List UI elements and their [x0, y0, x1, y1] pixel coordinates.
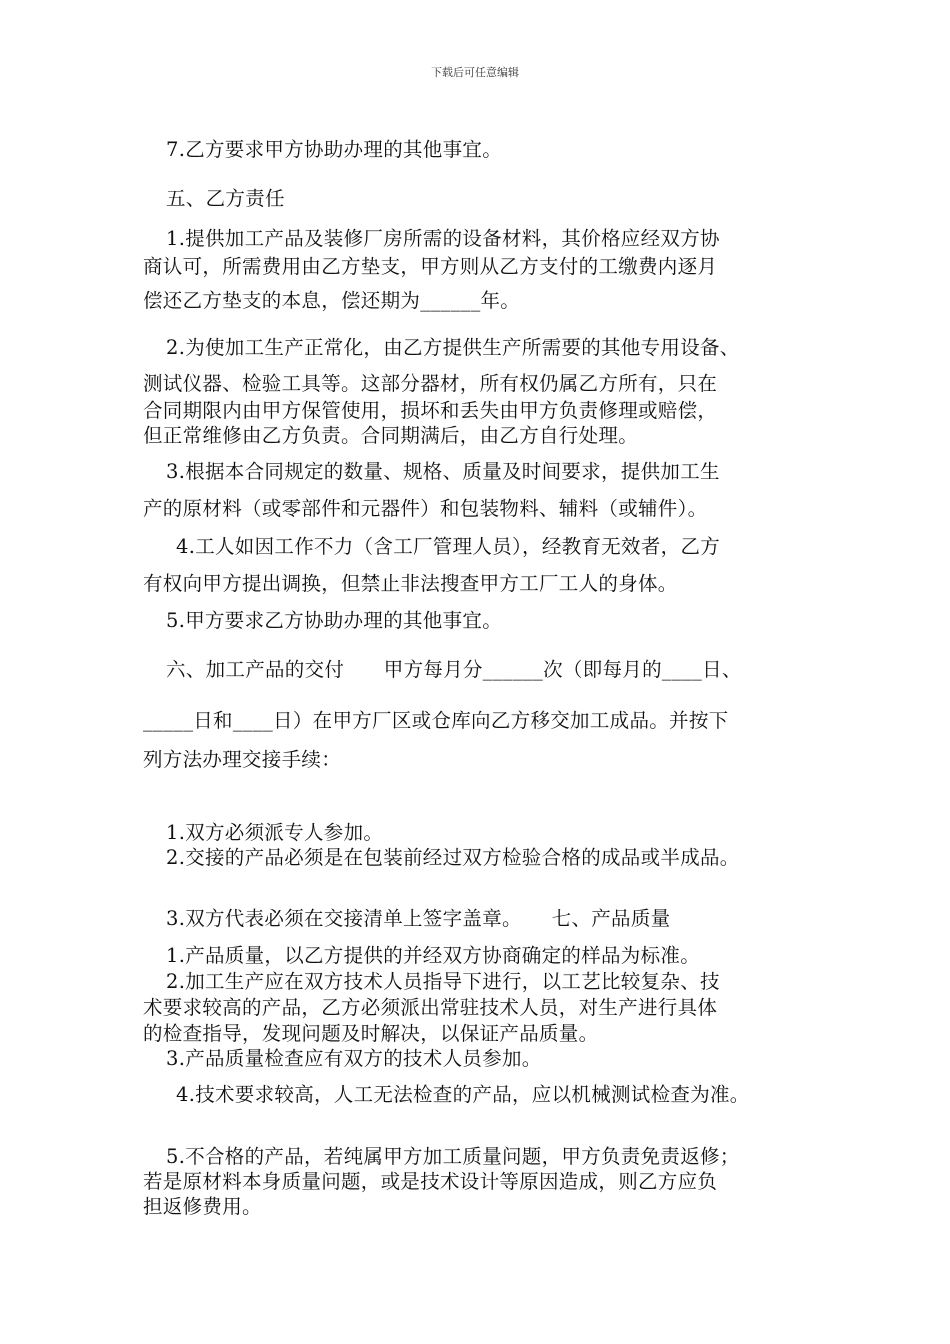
clause-7-5-line-3: 担返修费用。: [143, 1195, 262, 1218]
clause-7-2-line-1: 2.加工生产应在双方技术人员指导下进行，以工艺比较复杂、技: [166, 970, 720, 993]
clause-7-5-line-2: 若是原材料本身质量问题，或是技术设计等原因造成，则乙方应负: [143, 1170, 718, 1193]
clause-5-2-line-2: 测试仪器、检验工具等。这部分器材，所有权仍属乙方所有，只在: [143, 372, 718, 395]
clause-6-3-and-section-7-heading: 3.双方代表必须在交接清单上签字盖章。 七、产品质量: [166, 907, 671, 930]
clause-5-2-line-1: 2.为使加工生产正常化，由乙方提供生产所需要的其他专用设备、: [166, 336, 740, 359]
page-header: 下载后可任意编辑: [431, 66, 519, 79]
clause-5-5: 5.甲方要求乙方协助办理的其他事宜。: [166, 609, 503, 632]
clause-5-2-line-3: 合同期限内由甲方保管使用，损坏和丢失由甲方负责修理或赔偿，: [143, 399, 718, 422]
clause-5-1-line-3: 偿还乙方垫支的本息，偿还期为______年。: [143, 289, 521, 312]
clause-5-1-line-2: 商认可，所需费用由乙方垫支，甲方则从乙方支付的工缴费内逐月: [143, 255, 718, 278]
clause-5-1-line-1: 1.提供加工产品及装修厂房所需的设备材料，其价格应经双方协: [166, 227, 720, 250]
clause-7-4: 4.技术要求较高，人工无法检查的产品，应以机械测试检查为准。: [176, 1083, 750, 1106]
clause-5-2-line-4: 但正常维修由乙方负责。合同期满后，由乙方自行处理。: [143, 424, 639, 447]
clause-6-1: 1.双方必须派专人参加。: [166, 821, 384, 844]
clause-7-1: 1.产品质量，以乙方提供的并经双方协商确定的样品为标准。: [166, 944, 701, 967]
clause-5-3-line-1: 3.根据本合同规定的数量、规格、质量及时间要求，提供加工生: [166, 460, 720, 483]
clause-7-3: 3.产品质量检查应有双方的技术人员参加。: [166, 1047, 542, 1070]
clause-7-2-line-2: 术要求较高的产品，乙方必须派出常驻技术人员，对生产进行具体: [143, 996, 718, 1019]
clause-5-4-line-1: 4.工人如因工作不力（含工厂管理人员），经教育无效者，乙方: [176, 535, 721, 558]
clause-7-2-line-3: 的检查指导，发现问题及时解决，以保证产品质量。: [143, 1022, 599, 1045]
section-6-heading-line-1: 六、加工产品的交付 甲方每月分______次（即每月的____日、: [166, 658, 742, 681]
clause-6-2: 2.交接的产品必须是在包装前经过双方检验合格的成品或半成品。: [166, 846, 740, 869]
clause-5-4-line-2: 有权向甲方提出调换，但禁止非法搜查甲方工厂工人的身体。: [143, 572, 678, 595]
section-6-line-3: 列方法办理交接手续：: [143, 748, 342, 771]
clause-7-5-line-1: 5.不合格的产品，若纯属甲方加工质量问题，甲方负责免责返修；: [166, 1145, 740, 1168]
item-7-other-matters: 7.乙方要求甲方协助办理的其他事宜。: [166, 138, 503, 161]
section-5-heading: 五、乙方责任: [166, 187, 285, 210]
section-6-line-2: _____日和____日）在甲方厂区或仓库向乙方移交加工成品。并按下: [143, 709, 729, 732]
clause-5-3-line-2: 产的原材料（或零部件和元器件）和包装物料、辅料（或辅件）。: [143, 497, 708, 520]
